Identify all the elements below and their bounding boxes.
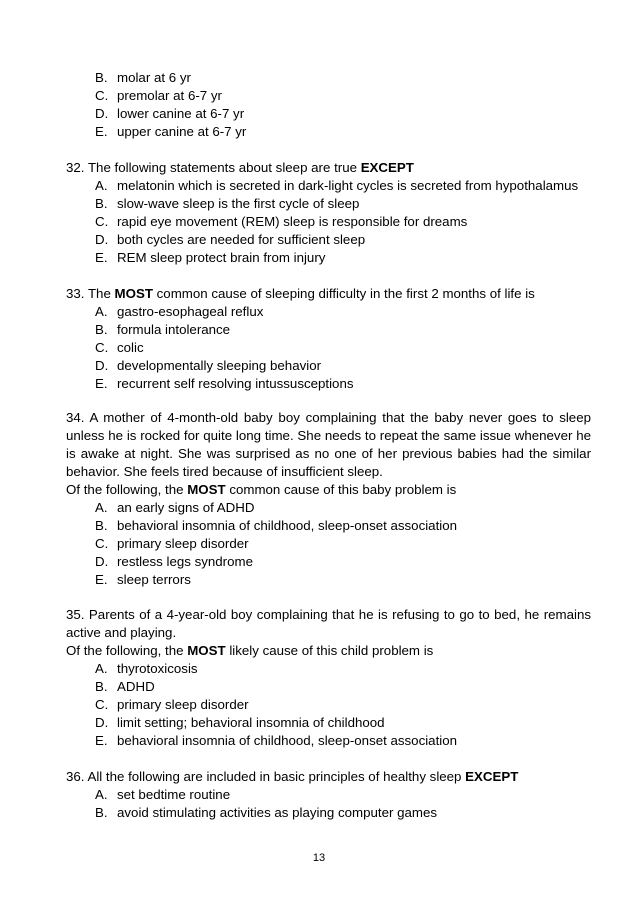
option-33-c: C. colic bbox=[95, 340, 144, 355]
question-34-lead: Of the following, the MOST common cause of this baby problem is bbox=[66, 482, 457, 497]
option-34-b: B. behavioral insomnia of childhood, sleep-onset association bbox=[95, 518, 458, 533]
option-32-d: D. both cycles are needed for sufficient sleep bbox=[95, 232, 366, 247]
option-35-d: D. limit setting; behavioral insomnia of childhood bbox=[95, 715, 385, 730]
option-34-c: C. primary sleep disorder bbox=[95, 536, 249, 551]
question-36-stem: 36. All the following are included in basic principles of healthy sleep EXCEPT bbox=[66, 769, 519, 784]
option-33-d: D. developmentally sleeping behavior bbox=[95, 358, 322, 373]
option-31-b: B. molar at 6 yr bbox=[95, 70, 191, 85]
option-32-b: B. slow-wave sleep is the first cycle of sleep bbox=[95, 196, 360, 211]
option-32-a: A. melatonin which is secreted in dark-light cycles is secreted from hypothalamus bbox=[95, 178, 579, 193]
option-34-a: A. an early signs of ADHD bbox=[95, 500, 255, 515]
question-35-lead: Of the following, the MOST likely cause of this child problem is bbox=[66, 643, 434, 658]
option-32-c: C. rapid eye movement (REM) sleep is responsible for dreams bbox=[95, 214, 468, 229]
option-33-b: B. formula intolerance bbox=[95, 322, 231, 337]
question-33-stem: 33. The MOST common cause of sleeping difficulty in the first 2 months of life is bbox=[66, 286, 535, 301]
question-32-stem: 32. The following statements about sleep are true EXCEPT bbox=[66, 160, 414, 175]
option-31-d: D. lower canine at 6-7 yr bbox=[95, 106, 245, 121]
option-33-a: A. gastro-esophageal reflux bbox=[95, 304, 264, 319]
option-36-b: B. avoid stimulating activities as playing computer games bbox=[95, 805, 438, 820]
option-35-a: A. thyrotoxicosis bbox=[95, 661, 198, 676]
option-34-e: E. sleep terrors bbox=[95, 572, 191, 587]
option-34-d: D. restless legs syndrome bbox=[95, 554, 253, 569]
option-35-e: E. behavioral insomnia of childhood, sleep-onset association bbox=[95, 733, 458, 748]
question-34-stem: 34. A mother of 4-month-old baby boy complaining that the baby never goes to sleep unless he is rocked for quite long time. She needs to repeat the same issue whenever he is awake at night. She was surprised as no one of her previous babies had the similar behavior. She feels tired because of insufficient sleep. bbox=[66, 410, 591, 479]
option-33-e: E. recurrent self resolving intussusceptions bbox=[95, 376, 354, 391]
option-31-e: E. upper canine at 6-7 yr bbox=[95, 124, 247, 139]
option-36-a: A. set bedtime routine bbox=[95, 787, 231, 802]
option-32-e: E. REM sleep protect brain from injury bbox=[95, 250, 326, 265]
option-35-c: C. primary sleep disorder bbox=[95, 697, 249, 712]
option-31-c: C. premolar at 6-7 yr bbox=[95, 88, 222, 103]
page-number: 13 bbox=[312, 852, 326, 864]
question-35-stem: 35. Parents of a 4-year-old boy complaining that he is refusing to go to bed, he remains active and playing. bbox=[66, 607, 591, 640]
option-35-b: B. ADHD bbox=[95, 679, 155, 694]
